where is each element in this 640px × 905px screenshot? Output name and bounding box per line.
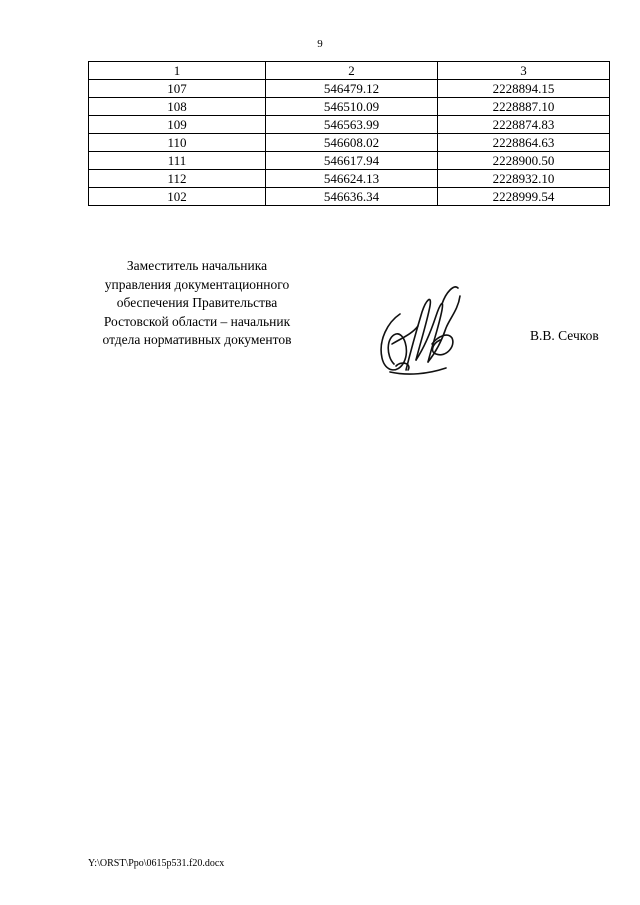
- table-row: [89, 80, 610, 98]
- y-coordinate-cell: 2228932.10: [438, 170, 610, 188]
- point-number-cell: 107: [89, 80, 266, 98]
- y-coordinate-cell: 2228999.54: [438, 188, 610, 206]
- file-path-footer: Y:\ORST\Ppo\0615p531.f20.docx: [88, 858, 225, 869]
- point-number-cell: 110: [89, 134, 266, 152]
- table-row: [89, 98, 610, 116]
- page-number: 9: [317, 38, 323, 50]
- column-header: 2: [266, 62, 438, 80]
- point-number-cell: 112: [89, 170, 266, 188]
- table-row: [89, 134, 610, 152]
- coordinates-table: [88, 61, 610, 206]
- table-row: [89, 116, 610, 134]
- y-coordinate-cell: 2228874.83: [438, 116, 610, 134]
- signer-position-line: отдела нормативных документов: [102, 332, 292, 347]
- signer-position-line: обеспечения Правительства: [116, 295, 278, 310]
- signer-position: [80, 257, 314, 350]
- point-number-cell: 102: [89, 188, 266, 206]
- table-row: [89, 188, 610, 206]
- y-coordinate-cell: 2228864.63: [438, 134, 610, 152]
- signer-position-line: Заместитель начальника: [126, 258, 268, 273]
- column-header: 3: [438, 62, 610, 80]
- column-header: 1: [89, 62, 266, 80]
- y-coordinate-cell: 2228894.15: [438, 80, 610, 98]
- x-coordinate-cell: 546636.34: [266, 188, 438, 206]
- signer-position-line: Ростовской области – начальник: [103, 313, 291, 329]
- signer-name: В.В. Сечков: [530, 328, 599, 343]
- x-coordinate-cell: 546624.13: [266, 170, 438, 188]
- x-coordinate-cell: 546617.94: [266, 152, 438, 170]
- y-coordinate-cell: 2228887.10: [438, 98, 610, 116]
- x-coordinate-cell: 546510.09: [266, 98, 438, 116]
- handwritten-signature: [372, 274, 472, 384]
- y-coordinate-cell: 2228900.50: [438, 152, 610, 170]
- table-row: [89, 152, 610, 170]
- table-row: [89, 170, 610, 188]
- x-coordinate-cell: 546479.12: [266, 80, 438, 98]
- x-coordinate-cell: 546608.02: [266, 134, 438, 152]
- point-number-cell: 111: [89, 152, 266, 170]
- x-coordinate-cell: 546563.99: [266, 116, 438, 134]
- table-header-row: [89, 62, 610, 80]
- signer-position-line: управления документационного: [104, 276, 290, 292]
- point-number-cell: 108: [89, 98, 266, 116]
- point-number-cell: 109: [89, 116, 266, 134]
